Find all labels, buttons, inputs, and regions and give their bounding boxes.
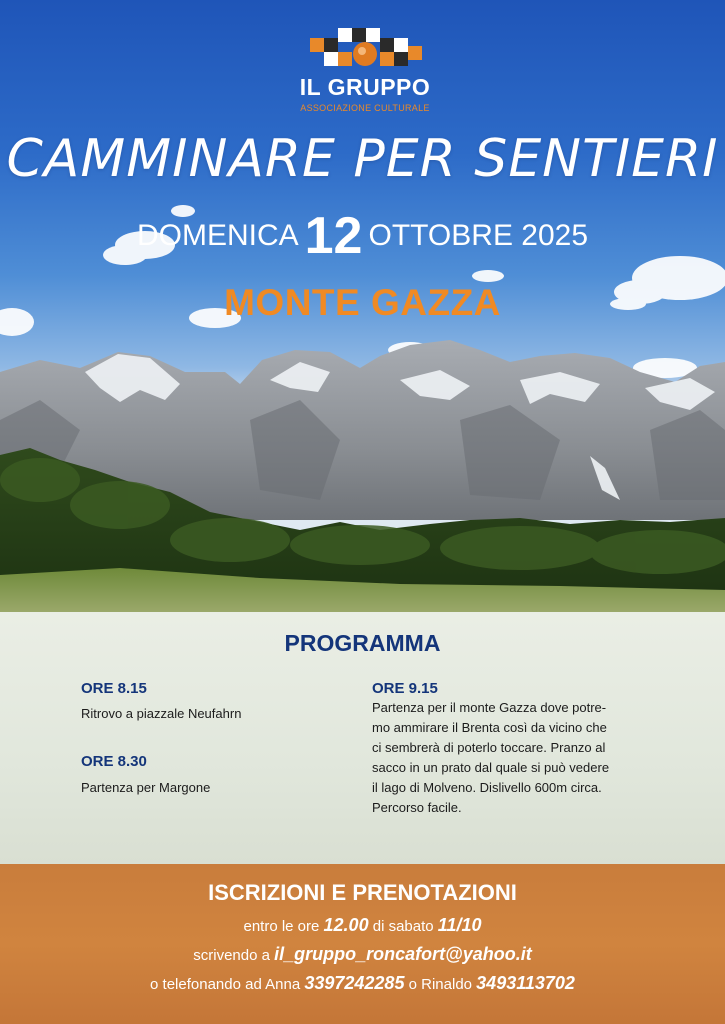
registration-phones — [0, 973, 725, 994]
date-weekday: DOMENICA — [136, 219, 299, 252]
email-prefix: scrivendo a — [193, 947, 275, 964]
logo — [290, 22, 440, 122]
description-line: il lago di Molveno. Dislivello 600m circa. — [372, 780, 602, 795]
deadline-prefix: entro le ore — [243, 918, 324, 935]
event-title: CAMMINARE PER SENTIERI — [6, 129, 719, 189]
schedule-description: Ritrovo a piazzale Neufahrn — [81, 706, 242, 721]
schedule-description — [372, 698, 642, 818]
description-line: Partenza per il monte Gazza dove potre- — [372, 700, 607, 715]
description-line: ci sembrerà di poterlo toccare. Pranzo al — [372, 740, 606, 755]
program-section — [0, 612, 725, 864]
event-date — [0, 207, 725, 265]
destination-name: MONTE GAZZA — [224, 282, 501, 323]
registration-section — [0, 864, 725, 1024]
program-title: PROGRAMMA — [284, 630, 441, 656]
schedule-time: ORE 9.15 — [372, 680, 438, 697]
schedule-description: Partenza per Margone — [81, 780, 211, 795]
description-line: sacco in un prato dal quale si può vedere — [372, 760, 610, 775]
logo-mark-icon — [302, 22, 428, 72]
deadline-date: 11/10 — [437, 915, 482, 935]
registration-deadline — [0, 915, 725, 936]
phone-number-rinaldo[interactable]: 3493113702 — [476, 973, 575, 993]
deadline-middle: di sabato — [368, 918, 438, 935]
deadline-time: 12.00 — [323, 915, 369, 935]
phone-prefix: o telefonando ad Anna — [150, 976, 305, 993]
logo-subtitle: ASSOCIAZIONE CULTURALE — [300, 103, 430, 113]
logo-name: IL GRUPPO — [299, 74, 431, 100]
date-day: 12 — [304, 207, 363, 265]
schedule-time: ORE 8.15 — [81, 680, 147, 697]
registration-email — [0, 944, 725, 965]
registration-title: ISCRIZIONI E PRENOTAZIONI — [208, 880, 517, 905]
phone-number-anna[interactable]: 3397242285 — [304, 973, 405, 993]
description-line: Percorso facile. — [372, 800, 462, 815]
phone-middle: o Rinaldo — [404, 976, 477, 993]
date-month-year: OTTOBRE 2025 — [368, 219, 589, 252]
description-line: mo ammirare il Brenta così da vicino che — [372, 720, 607, 735]
email-address[interactable]: il_gruppo_roncafort@yahoo.it — [274, 944, 532, 964]
schedule-time: ORE 8.30 — [81, 753, 147, 770]
